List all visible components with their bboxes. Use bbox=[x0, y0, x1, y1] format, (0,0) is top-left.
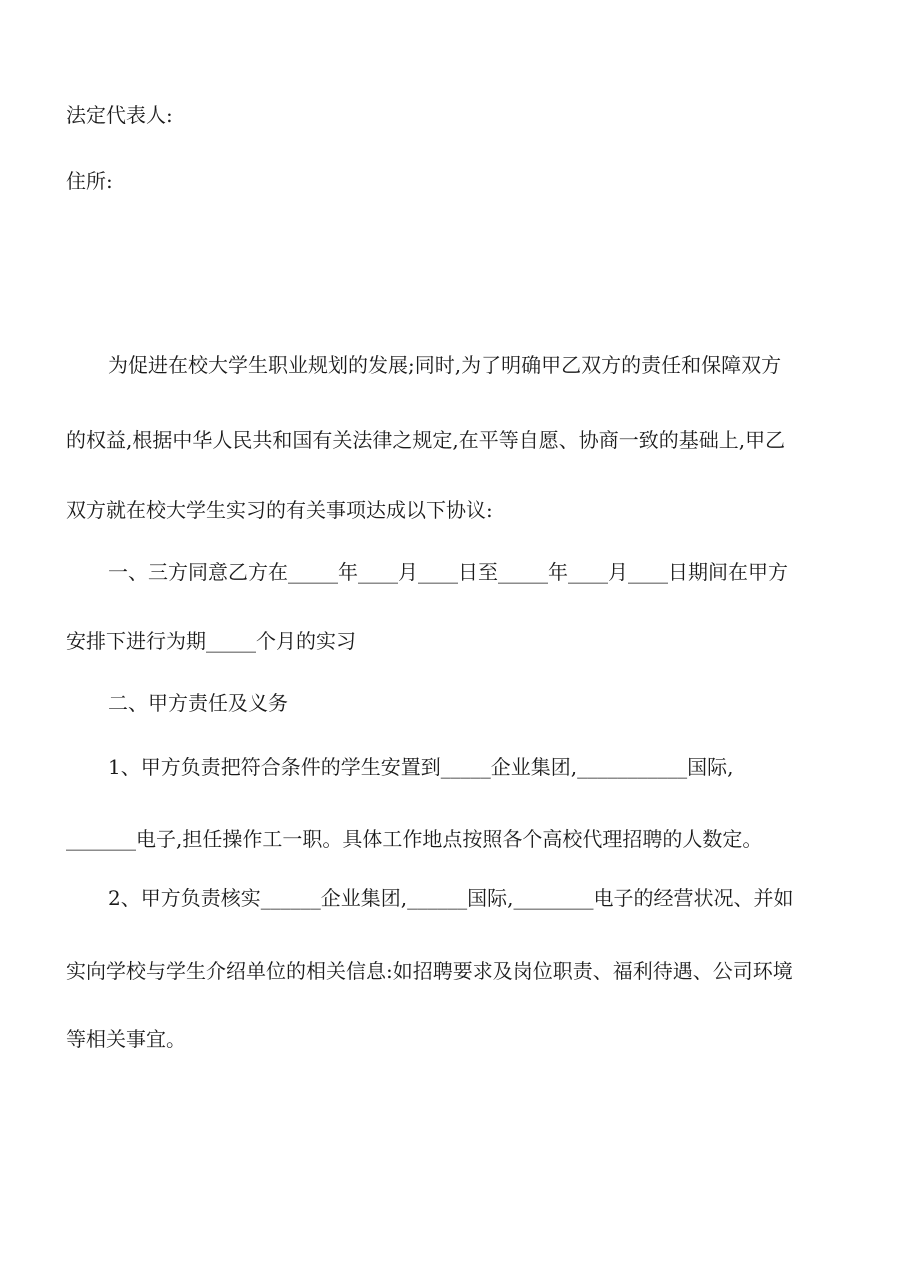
legal-representative-label: 法定代表人: bbox=[66, 103, 173, 127]
clause-2-item-2-line-1: 2、甲方负责核实______企业集团,______国际,________电子的经营状况、并如 bbox=[108, 886, 794, 910]
clause-2-item-1-line-2: _______电子,担任操作工一职。具体工作地点按照各个高校代理招聘的人数定。 bbox=[66, 827, 763, 851]
preamble-line-1: 为促进在校大学生职业规划的发展;同时,为了明确甲乙双方的责任和保障双方 bbox=[108, 353, 782, 377]
clause-1-line-2: 安排下进行为期_____个月的实习 bbox=[66, 629, 356, 653]
address-label: 住所: bbox=[66, 169, 113, 193]
clause-1-line-1: 一、三方同意乙方在_____年____月____日至_____年____月____日期间在甲方 bbox=[108, 560, 788, 584]
preamble-line-3: 双方就在校大学生实习的有关事项达成以下协议: bbox=[66, 498, 493, 522]
clause-2-item-2-line-3: 等相关事宜。 bbox=[66, 1027, 186, 1051]
preamble-line-2: 的权益,根据中华人民共和国有关法律之规定,在平等自愿、协商一致的基础上,甲乙 bbox=[66, 428, 786, 452]
clause-2-heading: 二、甲方责任及义务 bbox=[108, 691, 288, 715]
clause-2-item-1-line-1: 1、甲方负责把符合条件的学生安置到_____企业集团,___________国际, bbox=[108, 755, 734, 779]
clause-2-item-2-line-2: 实向学校与学生介绍单位的相关信息:如招聘要求及岗位职责、福利待遇、公司环境 bbox=[66, 959, 793, 983]
